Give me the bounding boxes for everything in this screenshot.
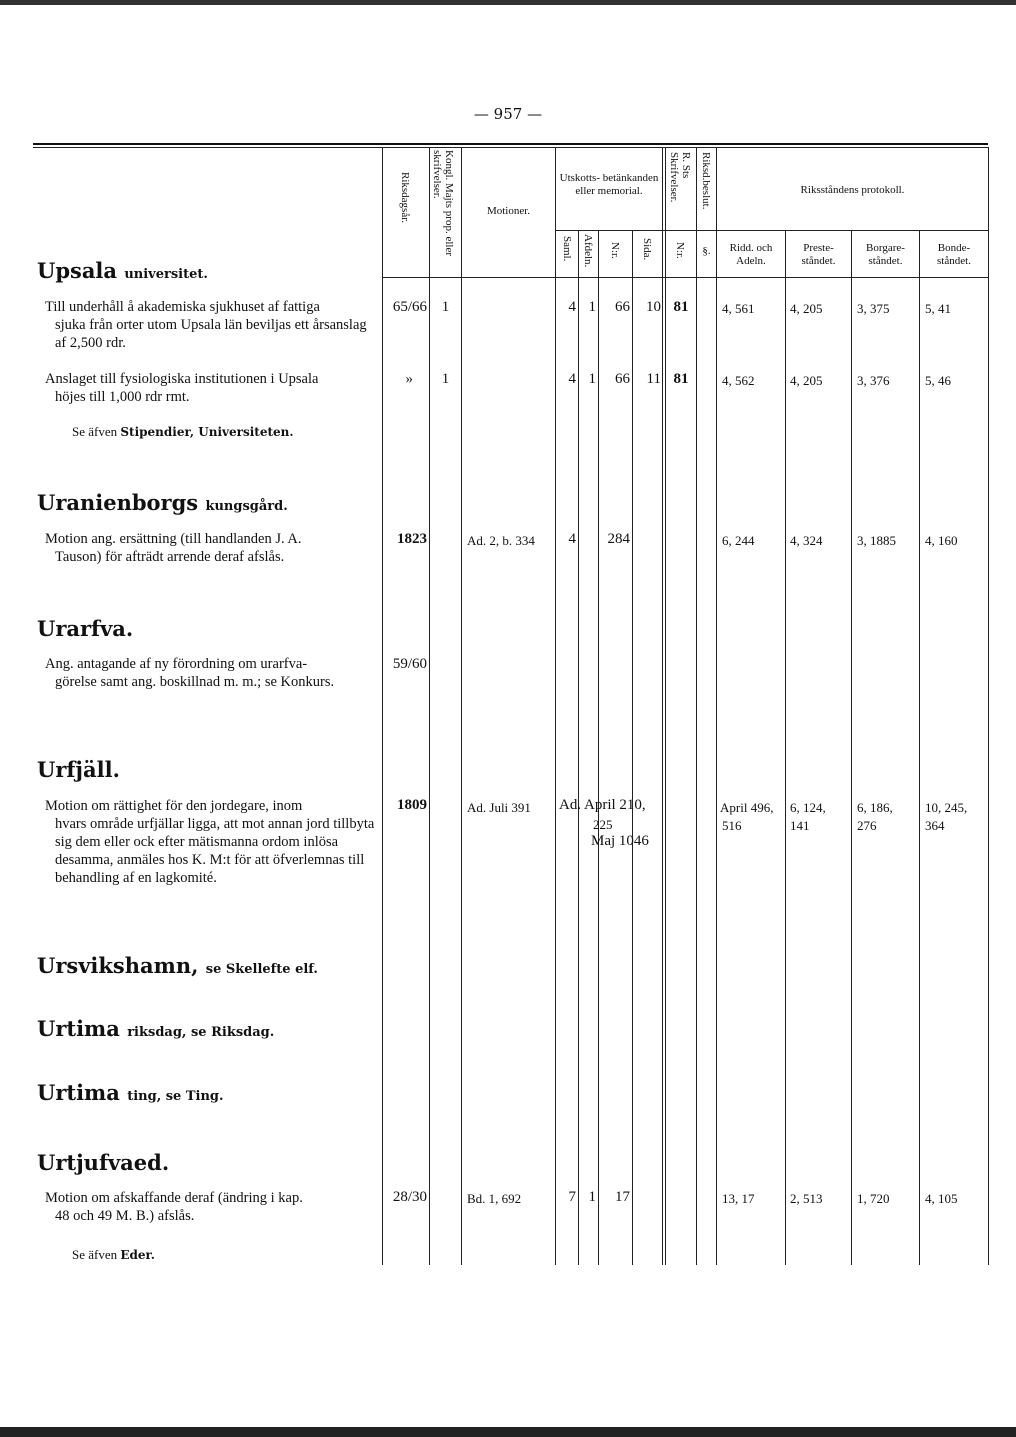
section-title-sub: kungsgård. [205,499,288,514]
cell-rsts: 81 [673,299,689,315]
section-title-main: Ursvikshamn, [37,953,199,978]
section-title-main: Upsala [37,258,118,283]
section-title-main: Urtjufvaed. [37,1150,170,1175]
top-edge [0,0,1016,5]
cell-utskotts-line-3: Maj 1046 [591,833,649,849]
header-riksd-beslut: Riksd.beslut. [700,152,712,210]
header-nr-1: N:r. [609,242,621,259]
cell-afdeln: 1 [588,299,596,315]
cell-borgare: 3, 1885 [857,533,896,548]
cell-utskotts-line-1: Ad. April 210, [559,797,646,813]
cell-borgare: 3, 375 [857,301,890,316]
cell-borgare: 3, 376 [857,373,890,388]
entry-description [45,530,380,566]
desc-first-line: Motion ang. ersättning (till handlanden J. A. [45,531,302,547]
cell-nr: 66 [615,371,630,387]
cell-bonde-line-2: 364 [925,818,945,833]
rsts-sub-rule [663,230,716,231]
header-riksdagsar: Riksdagsår. [399,172,411,224]
cell-saml: 4 [568,371,576,387]
header-motioner: Motioner. [486,205,531,217]
cell-ridd-line-1: April 496, [720,800,774,815]
page-number: — 957 — [473,105,543,123]
cell-afdeln: 1 [588,1189,596,1205]
header-nr-2: N:r. [674,242,686,259]
cell-preste: 4, 205 [790,373,823,388]
cell-nr: 284 [607,531,630,547]
entry-description [45,655,380,691]
col-line-11 [785,230,786,1265]
cell-borgare: 1, 720 [857,1191,890,1206]
cell-year: 28/30 [392,1189,427,1205]
cell-borgare-line-2: 276 [857,818,877,833]
cell-ridd-line-2: 516 [722,818,742,833]
cell-bonde: 4, 160 [925,533,958,548]
section-title [37,616,133,641]
desc-first-line: Ang. antagande af ny förordning om urarfva- [45,656,308,672]
section-title [37,258,208,283]
section-title-sub: se Skellefte elf. [205,962,318,977]
cell-saml: 7 [568,1189,576,1205]
col-line-14 [988,147,989,1265]
header-riksstandens: Riksståndens protokoll. [800,184,905,196]
section-title [37,1016,274,1041]
section-title [37,490,288,515]
entry-description [45,1189,380,1225]
col-line-10 [716,147,717,1265]
cell-borgare-line-1: 6, 186, [857,800,893,815]
cell-motion: Bd. 1, 692 [467,1191,522,1206]
desc-continuation: 48 och 49 M. B.) afslås. [55,1208,195,1224]
cell-preste: 4, 205 [790,301,823,316]
see-also [72,1247,155,1263]
bottom-edge [0,1427,1016,1437]
col-line-8 [662,147,663,1265]
cell-bonde: 5, 46 [925,373,951,388]
section-title-sub: ting, se Ting. [127,1089,224,1104]
cell-bonde: 4, 105 [925,1191,958,1206]
cell-year: 1809 [397,797,427,813]
protokoll-sub-rule [717,230,988,231]
cell-preste: 2, 513 [790,1191,823,1206]
section-title-main: Urfjäll. [37,757,120,782]
header-sida: Sida. [641,238,653,261]
cell-afdeln: 1 [588,371,596,387]
cell-ridd: 13, 17 [722,1191,755,1206]
col-line-12 [851,230,852,1265]
see-also-prefix: Se äfven [72,1247,118,1262]
see-also-prefix: Se äfven [72,424,118,439]
col-line-13 [919,230,920,1265]
section-title [37,1150,169,1175]
cell-year: 59/60 [392,656,427,672]
desc-first-line: Anslaget till fysiologiska institutionen i Upsala [45,371,319,387]
see-also-reference: Eder. [120,1248,155,1262]
see-also-reference: Stipendier, Universiteten. [120,425,294,439]
section-title-main: Uranienborgs [37,490,199,515]
entry-description [45,370,380,406]
header-preste: Preste- ståndet. [801,242,836,267]
desc-continuation: hvars område urfjällar ligga, att mot annan jord tillbyta sig dem eller ock efter mätismanna ordom inlösa desamma, anmäles hos K. M:t för att öfverlemnas till behandling af en lagkomité. [55,816,375,886]
section-title [37,1080,224,1105]
cell-bonde: 5, 41 [925,301,951,316]
header-afdeln: Afdeln. [582,234,594,268]
section-title [37,953,318,978]
cell-year: » [405,371,413,387]
cell-motion: Ad. 2, b. 334 [467,533,535,548]
cell-kongl: 1 [441,299,450,315]
desc-continuation: Tauson) för afträdt arrende deraf afslås. [55,549,285,565]
col-line-9 [696,147,697,1265]
cell-sida: 10 [646,299,661,315]
col-line-3 [461,147,462,1265]
cell-ridd: 6, 244 [722,533,755,548]
cell-motion: Ad. Juli 391 [467,800,531,815]
header-ridd: Ridd. och Adeln. [729,242,773,267]
cell-year: 1823 [397,531,427,547]
cell-bonde-line-1: 10, 245, [925,800,968,815]
cell-year: 65/66 [392,299,427,315]
cell-saml: 4 [568,299,576,315]
cell-ridd: 4, 561 [722,301,755,316]
header-rsts: R. Sts Skrifvelser. [668,152,692,203]
cell-preste-line-1: 6, 124, [790,800,826,815]
cell-preste-line-2: 141 [790,818,810,833]
cell-utskotts-line-2: 225 [593,817,613,832]
cell-ridd: 4, 562 [722,373,755,388]
section-title-main: Urarfva. [37,616,134,641]
section-title-sub: riksdag, se Riksdag. [127,1025,275,1040]
section-title [37,757,120,782]
desc-first-line: Till underhåll å akademiska sjukhuset af fattiga [45,299,320,315]
cell-rsts: 81 [673,371,689,387]
header-bonde: Bonde- ståndet. [937,242,971,267]
cell-preste: 4, 324 [790,533,823,548]
cell-saml: 4 [568,531,576,547]
desc-continuation: sjuka från orter utom Upsala län beviljas ett årsanslag af 2,500 rdr. [55,317,367,351]
desc-first-line: Motion om afskaffande deraf (ändring i kap. [45,1190,303,1206]
desc-continuation: höjes till 1,000 rdr rmt. [55,389,190,405]
header-paragraph: §. [702,245,711,257]
desc-continuation: görelse samt ang. boskillnad m. m.; se Konkurs. [55,674,335,690]
cell-nr: 17 [615,1189,630,1205]
utskotts-sub-rule [555,230,662,231]
entry-description [45,797,380,887]
header-bottom-rule [382,277,988,278]
header-saml: Saml. [561,236,573,262]
desc-first-line: Motion om rättighet för den jordegare, inom [45,798,303,814]
table-top-rule [33,143,988,145]
section-title-main: Urtima [37,1016,120,1041]
cell-nr: 66 [615,299,630,315]
header-borgare: Borgare- ståndet. [866,242,905,267]
header-utskotts: Utskotts- betänkanden eller memorial. [559,172,659,197]
table-top-rule-thin [33,147,988,148]
section-title-sub: universitet. [124,267,208,282]
entry-description [45,298,380,352]
see-also [72,424,294,440]
cell-sida: 11 [646,371,661,387]
cell-kongl: 1 [441,371,450,387]
header-kongl: Kongl. Majts prop. eller skrifvelser. [431,150,455,257]
section-title-main: Urtima [37,1080,120,1105]
